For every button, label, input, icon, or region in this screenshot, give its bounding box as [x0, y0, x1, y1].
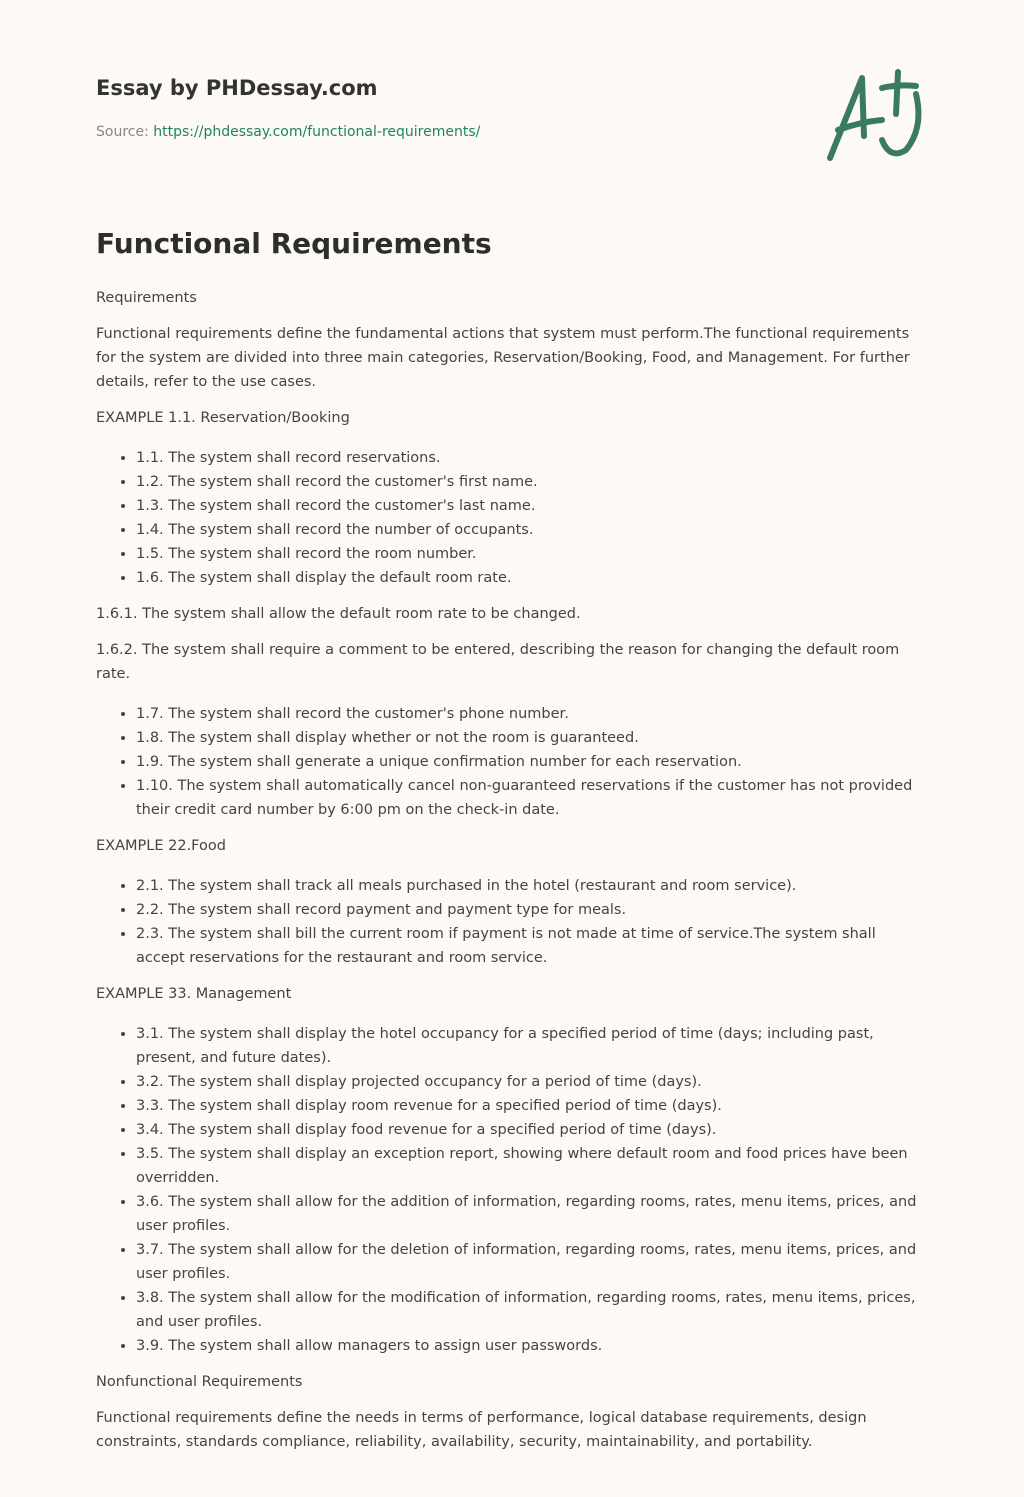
list-item: • 3.7. The system shall allow for the deletion of information, regarding rooms, rates, menu items, prices, and user profiles.: [136, 1238, 928, 1286]
list-item: • 3.9. The system shall allow managers to assign user passwords.: [136, 1334, 928, 1358]
list-item: • 3.2. The system shall display projected occupancy for a period of time (days).: [136, 1070, 928, 1094]
list-item: • 3.5. The system shall display an exception report, showing where default room and food prices have been overridden.: [136, 1142, 928, 1190]
list-item: • 1.8. The system shall display whether or not the room is guaranteed.: [136, 726, 928, 750]
site-brand: Essay by PHDessay.com: [96, 76, 378, 100]
paragraph: Requirements: [96, 290, 197, 306]
paragraph: Functional requirements define the fundamental actions that system must perform.The functional requirements for the system are divided into three main categories, Reservation/Booking, Food, and Management. For further details, refer to the use cases.: [96, 326, 910, 390]
requirements-list: [96, 446, 928, 590]
list-item: • 3.4. The system shall display food revenue for a specified period of time (days).: [136, 1118, 928, 1142]
list-item: • 1.4. The system shall record the number of occupants.: [136, 518, 928, 542]
list-item: • 3.3. The system shall display room revenue for a specified period of time (days).: [136, 1094, 928, 1118]
list-item: • 1.10. The system shall automatically cancel non-guaranteed reservations if the customer has not provided their credit card number by 6:00 pm on the check-in date.: [136, 774, 928, 822]
source-label: Source:: [96, 124, 154, 140]
list-item: • 3.8. The system shall allow for the modification of information, regarding rooms, rates, menu items, prices, and user profiles.: [136, 1286, 928, 1334]
requirements-list: [96, 702, 928, 822]
paragraph: 1.6.1. The system shall allow the default room rate to be changed.: [96, 606, 581, 622]
list-item: • 1.5. The system shall record the room number.: [136, 542, 928, 566]
list-item: • 1.2. The system shall record the customer's first name.: [136, 470, 928, 494]
requirements-list: [96, 874, 928, 970]
list-item: • 1.3. The system shall record the customer's last name.: [136, 494, 928, 518]
list-item: • 2.2. The system shall record payment and payment type for meals.: [136, 898, 928, 922]
paragraph: EXAMPLE 1.1. Reservation/Booking: [96, 410, 350, 426]
a-plus-logo-icon: [820, 68, 930, 164]
source-link[interactable]: https://phdessay.com/functional-requirements/: [153, 124, 481, 140]
paragraph: EXAMPLE 22.Food: [96, 838, 226, 854]
paragraph: EXAMPLE 33. Management: [96, 986, 292, 1002]
list-item: • 1.9. The system shall generate a unique confirmation number for each reservation.: [136, 750, 928, 774]
list-item: • 3.1. The system shall display the hotel occupancy for a specified period of time (days; including past, present, and future dates).: [136, 1022, 928, 1070]
requirements-list: [96, 1022, 928, 1358]
list-item: • 3.6. The system shall allow for the addition of information, regarding rooms, rates, menu items, prices, and user profiles.: [136, 1190, 928, 1238]
list-item: • 1.6. The system shall display the default room rate.: [136, 566, 928, 590]
list-item: • 1.1. The system shall record reservations.: [136, 446, 928, 470]
source-line: [96, 124, 480, 140]
list-item: • 2.1. The system shall track all meals purchased in the hotel (restaurant and room service).: [136, 874, 928, 898]
page-title: Functional Requirements: [96, 227, 492, 260]
list-item: • 1.7. The system shall record the customer's phone number.: [136, 702, 928, 726]
essay-content: [96, 224, 928, 1466]
list-item: • 2.3. The system shall bill the current room if payment is not made at time of service.The system shall accept reservations for the restaurant and room service.: [136, 922, 928, 970]
paragraph: Functional requirements define the needs in terms of performance, logical database requirements, design constraints, standards compliance, reliability, availability, security, maintainability, and portability.: [96, 1410, 867, 1450]
paragraph: Nonfunctional Requirements: [96, 1374, 303, 1390]
paragraph: 1.6.2. The system shall require a comment to be entered, describing the reason for changing the default room rate.: [96, 642, 900, 682]
